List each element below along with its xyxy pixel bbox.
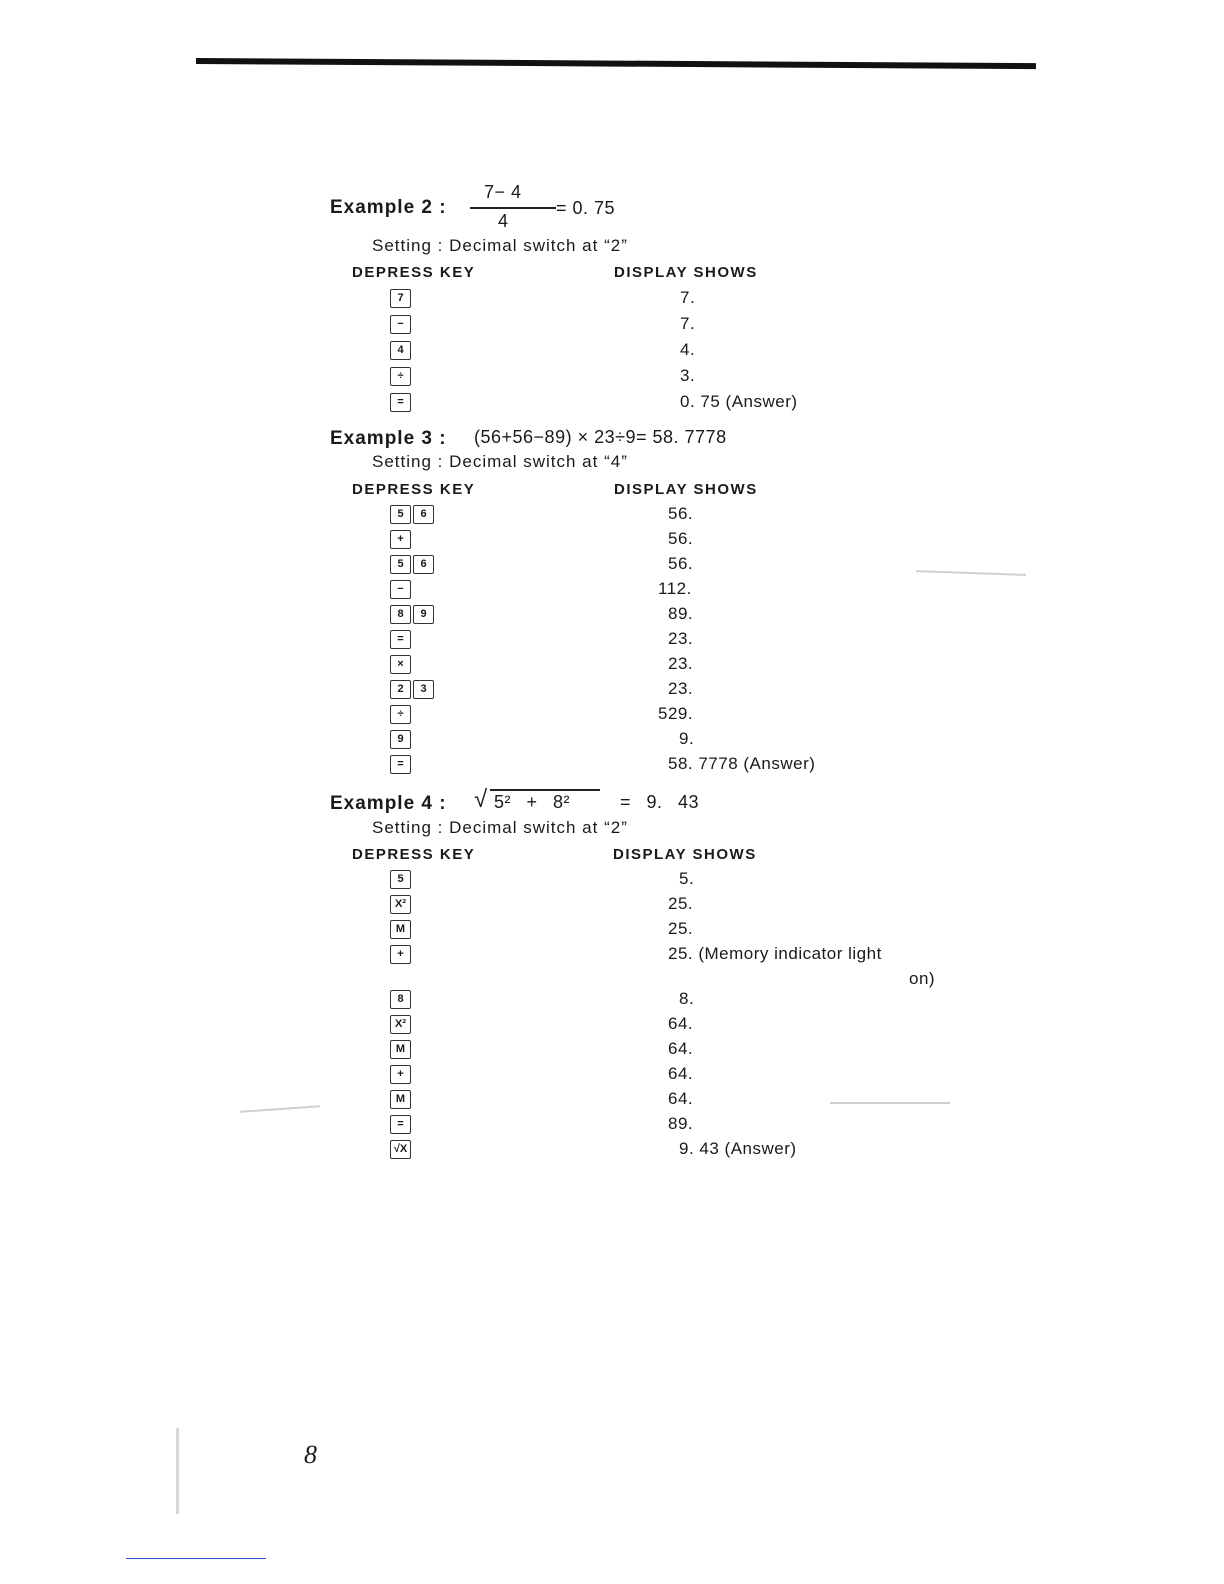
calculator-key-icon: ÷ [390, 367, 411, 386]
calculator-key-icon: = [390, 393, 411, 412]
display-value: 23. [668, 629, 694, 648]
example-label: Example 3 : [330, 428, 447, 449]
display-shows-header: DISPLAY SHOWS [613, 846, 757, 863]
calculator-key-icon: 5 [390, 555, 411, 574]
display-value: 9. 43 (Answer) [679, 1139, 797, 1158]
equation-result: = 0. 75 [556, 198, 616, 218]
calculator-key-icon: 3 [413, 680, 434, 699]
calculator-key-icon: 2 [390, 680, 411, 699]
depress-key-header: DEPRESS KEY [352, 481, 476, 498]
display-value: 25. (Memory indicator light [668, 944, 882, 963]
setting-text: Setting : Decimal switch at “4” [372, 452, 628, 471]
display-value: 9. [679, 729, 695, 748]
display-value: 8. [679, 989, 695, 1008]
display-shows-header: DISPLAY SHOWS [614, 481, 758, 498]
fraction-denominator: 4 [498, 211, 509, 231]
display-value: 0. 75 (Answer) [680, 392, 798, 411]
display-value: 4. [680, 340, 696, 359]
page-number: 8 [304, 1440, 317, 1469]
display-value: 5. [679, 869, 695, 888]
top-rule [196, 58, 1036, 69]
calculator-key-icon: 9 [413, 605, 434, 624]
calculator-key-icon: X² [390, 895, 411, 914]
calculator-key-icon: 5 [390, 505, 411, 524]
calculator-key-icon: 4 [390, 341, 411, 360]
calculator-key-icon: 8 [390, 605, 411, 624]
depress-key-header: DEPRESS KEY [352, 846, 476, 863]
calculator-key-icon: 5 [390, 870, 411, 889]
calculator-key-icon: = [390, 630, 411, 649]
display-value: 89. [668, 1114, 694, 1133]
calculator-key-icon: 8 [390, 990, 411, 1009]
display-value: 3. [680, 366, 696, 385]
calculator-key-icon: = [390, 755, 411, 774]
scan-smudge [830, 1102, 950, 1104]
display-value: 56. [668, 554, 694, 573]
calculator-key-icon: √X [390, 1140, 411, 1159]
example-label: Example 2 : [330, 197, 447, 218]
display-value: 89. [668, 604, 694, 623]
depress-key-header: DEPRESS KEY [352, 264, 476, 281]
equation: (56+56−89) × 23÷9= 58. 7778 [474, 427, 727, 447]
calculator-key-icon: 9 [390, 730, 411, 749]
display-value: 64. [668, 1064, 694, 1083]
display-value: 64. [668, 1089, 694, 1108]
calculator-key-icon: ÷ [390, 705, 411, 724]
calculator-key-icon: − [390, 315, 411, 334]
display-value: 58. 7778 (Answer) [668, 754, 816, 773]
calculator-key-icon: 6 [413, 555, 434, 574]
fraction-numerator: 7− 4 [484, 182, 522, 202]
display-value: 25. [668, 919, 694, 938]
calculator-key-icon: + [390, 945, 411, 964]
setting-text: Setting : Decimal switch at “2” [372, 236, 628, 255]
display-shows-header: DISPLAY SHOWS [614, 264, 758, 281]
scan-smudge [240, 1105, 320, 1113]
equation-result: = 9. 43 [620, 792, 700, 812]
display-value: 64. [668, 1039, 694, 1058]
fraction-bar [470, 207, 556, 209]
sqrt-symbol: √ [474, 786, 488, 813]
display-value: 23. [668, 679, 694, 698]
scan-smudge [176, 1428, 179, 1514]
calculator-key-icon: 6 [413, 505, 434, 524]
calculator-key-icon: × [390, 655, 411, 674]
display-value: 7. [680, 314, 696, 333]
calculator-key-icon: M [390, 920, 411, 939]
display-value-continued: on) [909, 969, 936, 988]
display-value: 23. [668, 654, 694, 673]
radicand: 5² + 8² [494, 792, 571, 812]
setting-text: Setting : Decimal switch at “2” [372, 818, 628, 837]
calculator-key-icon: − [390, 580, 411, 599]
display-value: 25. [668, 894, 694, 913]
display-value: 56. [668, 529, 694, 548]
display-value: 529. [658, 704, 694, 723]
calculator-key-icon: = [390, 1115, 411, 1134]
calculator-key-icon: X² [390, 1015, 411, 1034]
display-value: 56. [668, 504, 694, 523]
calculator-key-icon: 7 [390, 289, 411, 308]
scan-smudge [916, 570, 1026, 576]
sqrt-bar [490, 789, 600, 791]
bottom-rule [126, 1558, 266, 1559]
calculator-key-icon: M [390, 1040, 411, 1059]
display-value: 64. [668, 1014, 694, 1033]
calculator-key-icon: M [390, 1090, 411, 1109]
calculator-key-icon: + [390, 530, 411, 549]
display-value: 7. [680, 288, 696, 307]
display-value: 112. [658, 579, 692, 598]
example-label: Example 4 : [330, 793, 447, 814]
calculator-key-icon: + [390, 1065, 411, 1084]
